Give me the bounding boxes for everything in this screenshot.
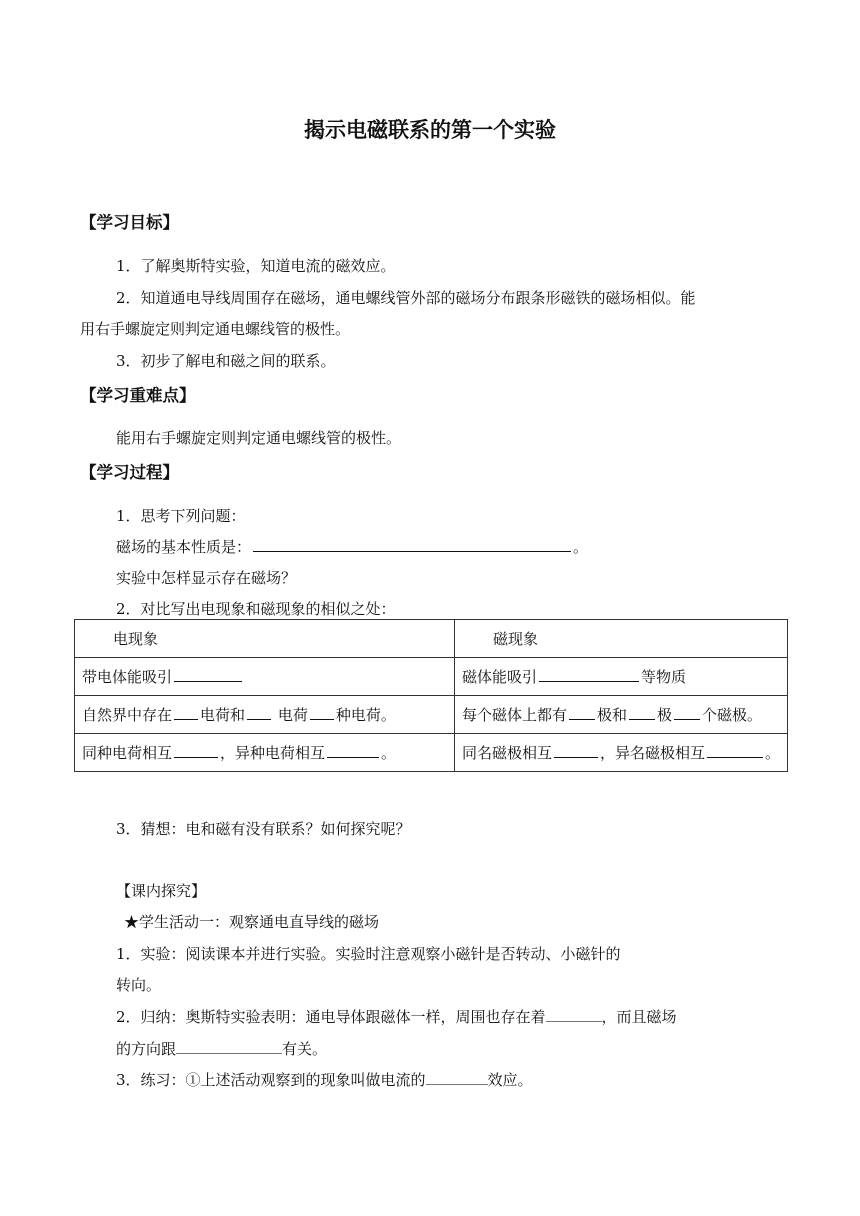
keypoints-heading: 【学习重难点】: [80, 386, 196, 405]
explore-heading: 【课内探究】: [116, 882, 207, 900]
cell-text: 同名磁极相互: [461, 744, 552, 762]
answer-blank[interactable]: [539, 666, 639, 682]
cell-text: 极: [656, 706, 672, 724]
cell-text: 。: [764, 744, 780, 762]
question-1a-suffix: 。: [573, 538, 589, 556]
answer-blank[interactable]: [174, 742, 218, 758]
answer-blank[interactable]: [310, 704, 334, 720]
table-cell: [454, 696, 787, 734]
step-2-line-2: [116, 1038, 327, 1059]
step-text: 有关。: [282, 1040, 328, 1058]
table-header-electric: 电现象: [75, 620, 455, 658]
cell-text: 自然界中存在: [82, 706, 173, 724]
step-1-line-2: 转向。: [116, 976, 162, 994]
answer-blank[interactable]: [426, 1069, 488, 1085]
question-1: 1．思考下列问题：: [116, 507, 246, 525]
step-text: ，而且磁场: [601, 1008, 677, 1026]
answer-blank[interactable]: [174, 704, 198, 720]
cell-text: 极和: [596, 706, 627, 724]
table-cell: [454, 734, 787, 772]
keypoints-text: 能用右手螺旋定则判定通电螺线管的极性。: [116, 429, 402, 447]
answer-blank[interactable]: [629, 704, 655, 720]
answer-blank[interactable]: [174, 666, 242, 682]
step-text: 的方向跟: [116, 1040, 177, 1058]
process-heading: 【学习过程】: [80, 463, 179, 482]
goal-item-3: 3．初步了解电和磁之间的联系。: [116, 352, 336, 370]
cell-text: 电荷和: [200, 706, 246, 724]
answer-blank[interactable]: [327, 742, 379, 758]
activity-title: ★学生活动一：观察通电直导线的磁场: [124, 913, 380, 931]
cell-text: 。: [381, 744, 397, 762]
step-text: 效应。: [487, 1071, 533, 1089]
question-2: 2．对比写出电现象和磁现象的相似之处：: [116, 600, 396, 618]
page-title: 揭示电磁联系的第一个实验: [304, 118, 556, 142]
answer-blank[interactable]: [707, 742, 763, 758]
answer-blank[interactable]: [569, 704, 595, 720]
step-1-line-1: 1．实验：阅读课本并进行实验。实验时注意观察小磁针是否转动、小磁针的: [116, 945, 621, 963]
cell-text: 电荷: [277, 706, 308, 724]
table-cell: [454, 658, 787, 696]
question-1b: 实验中怎样显示存在磁场？: [116, 569, 297, 587]
table-cell: [75, 696, 455, 734]
cell-text: 个磁极。: [702, 706, 763, 724]
cell-text: ，异名磁极相互: [599, 744, 705, 762]
question-3: 3．猜想：电和磁有没有联系？如何探究呢？: [116, 820, 411, 838]
step-3: [116, 1069, 533, 1090]
table-row: [75, 658, 788, 696]
step-text: 3．练习：①上述活动观察到的现象叫做电流的: [116, 1071, 426, 1089]
answer-blank[interactable]: [176, 1038, 282, 1054]
goal-item-2-cont: 用右手螺旋定则判定通电螺线管的极性。: [80, 320, 351, 338]
table-cell: [75, 658, 455, 696]
step-text: 2．归纳：奥斯特实验表明：通电导体跟磁体一样，周围也存在着: [116, 1008, 546, 1026]
answer-blank[interactable]: [247, 704, 271, 720]
cell-text: 同种电荷相互: [82, 744, 173, 762]
table-row: [75, 734, 788, 772]
table-row: [75, 620, 788, 658]
table-row: [75, 696, 788, 734]
table-header-magnetic: 磁现象: [454, 620, 787, 658]
cell-text: ，异种电荷相互: [220, 744, 326, 762]
answer-blank[interactable]: [554, 742, 598, 758]
cell-text: 带电体能吸引: [82, 668, 173, 686]
goals-heading: 【学习目标】: [80, 213, 179, 232]
goal-item-2: 2．知道通电导线周围存在磁场，通电螺线管外部的磁场分布跟条形磁铁的磁场相似。能: [116, 289, 696, 307]
cell-text: 种电荷。: [335, 706, 396, 724]
comparison-table: [74, 619, 788, 772]
table-cell: [75, 734, 455, 772]
goal-item-1: 1．了解奥斯特实验，知道电流的磁效应。: [116, 257, 396, 275]
question-1a: [116, 536, 588, 557]
question-1a-prefix: 磁场的基本性质是：: [116, 538, 252, 556]
cell-text: 每个磁体上都有: [461, 706, 567, 724]
answer-blank[interactable]: [253, 536, 571, 552]
answer-blank[interactable]: [674, 704, 700, 720]
step-2-line-1: [116, 1006, 677, 1027]
answer-blank[interactable]: [546, 1006, 602, 1022]
cell-text: 磁体能吸引: [461, 668, 537, 686]
cell-text: 等物质: [640, 668, 686, 686]
